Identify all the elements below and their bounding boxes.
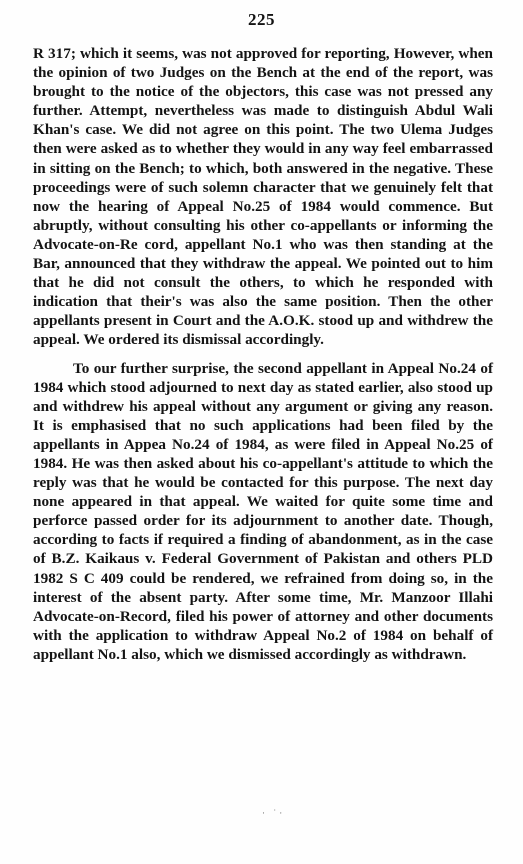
paragraph-1: R 317; which it seems, was not approved for reporting, However, when the opinion of two Judges on the Bench at the end of the report, was brought to the notice of the objectors, this case was not pressed any further. Attempt, nevertheless was made to distinguish Abdul Wali Khan's case. We did not agree on this point. The two Ulema Judges then were asked as to whether they would in any way feel embarrassed in sitting on the Bench; to which, both answered in the negative. These proceedings were of such solemn character that we genuinely felt that now the hearing of Appeal No.25 of 1984 would commence. But abruptly, without consulting his other co-appellants or informing the Advocate-on-Re cord, appellant No.1 who was then standing at the Bar, announced that they withdraw the appeal. We pointed out to him that he did not consult the others, to which he responded with indication that their's was also the same position. Then the other appellants present in Court and the A.O.K. stood up and withdrew the appeal. We ordered its dismissal accordingly.: [33, 45, 493, 349]
body-text: [33, 44, 493, 664]
paragraph-2: To our further surprise, the second appellant in Appeal No.24 of 1984 which stood adjourned to next day as stated earlier, also stood up and withdrew his appeal without any argument or giving any reason. It is emphasised that no such applications had been filed by the appellants in Appea No.24 of 1984, as were filed in Appeal No.25 of 1984. He was then asked about his co-appellant's attitude to which the reply was that he would be contacted for this purpose. The next day none appeared in that appeal. We waited for quite some time and perforce passed order for its adjournment to another date. Though, according to facts if required a finding of abandonment, as in the case of B.Z. Kaikaus v. Federal Government of Pakistan and others PLD 1982 S C 409 could be rendered, we refrained from doing so, in the interest of the absent party. After some time, Mr. Manzoor Illahi Advocate-on-Record, filed his power of attorney and other documents with the application to withdraw Appeal No.2 of 1984 on behalf of appellant No.1 also, which we dismissed accordingly as withdrawn.: [33, 359, 493, 663]
scan-specks: · ˙·: [262, 808, 286, 818]
page-number: 225: [248, 10, 275, 29]
